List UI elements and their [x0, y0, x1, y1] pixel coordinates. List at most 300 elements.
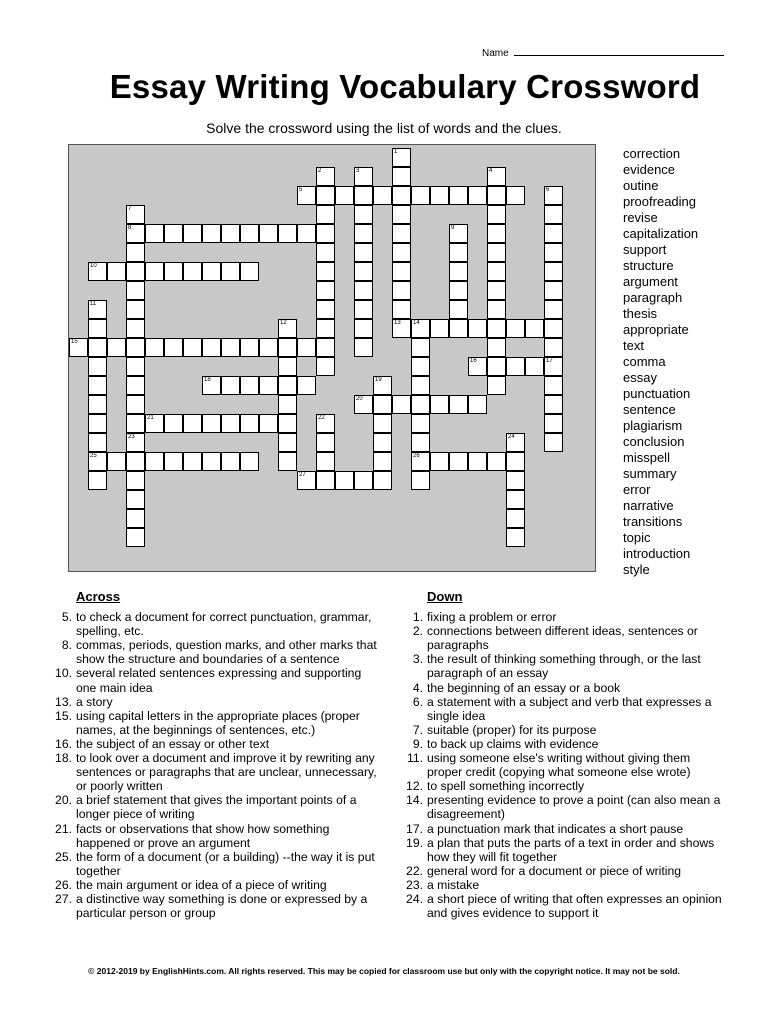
grid-cell[interactable] — [126, 262, 145, 281]
clue-down — [403, 892, 723, 920]
clue-text: a plan that puts the parts of a text in order and shows how they will fit together — [427, 835, 715, 864]
clue-down — [403, 751, 723, 779]
grid-cell[interactable] — [259, 414, 278, 433]
grid-cell[interactable] — [316, 243, 335, 262]
clue-number: 6. — [412, 694, 423, 709]
grid-cell[interactable] — [316, 357, 335, 376]
clue-down — [403, 836, 723, 864]
grid-cell[interactable] — [259, 376, 278, 395]
clue-text: the form of a document (or a building) --the way it is put together — [76, 849, 375, 878]
grid-cell[interactable] — [126, 205, 145, 224]
word-bank-item: argument — [623, 274, 678, 289]
grid-cell[interactable] — [297, 186, 316, 205]
grid-cell[interactable] — [449, 395, 468, 414]
clue-number: 15. — [55, 708, 72, 723]
grid-cell[interactable] — [240, 452, 259, 471]
grid-cell[interactable] — [88, 300, 107, 319]
grid-cell[interactable] — [487, 281, 506, 300]
grid-cell[interactable] — [449, 186, 468, 205]
grid-cell[interactable] — [278, 395, 297, 414]
grid-number: 2 — [318, 168, 322, 174]
grid-cell[interactable] — [278, 338, 297, 357]
grid-number: 25 — [90, 453, 97, 459]
grid-cell[interactable] — [316, 167, 335, 186]
grid-cell[interactable] — [449, 262, 468, 281]
grid-cell[interactable] — [544, 243, 563, 262]
clue-across — [52, 751, 377, 793]
name-input-line[interactable] — [514, 46, 724, 56]
grid-cell[interactable] — [411, 433, 430, 452]
grid-cell[interactable] — [240, 376, 259, 395]
grid-cell[interactable] — [544, 205, 563, 224]
clue-down — [403, 864, 723, 878]
grid-number: 26 — [413, 453, 420, 459]
grid-cell[interactable] — [88, 338, 107, 357]
grid-cell[interactable] — [183, 452, 202, 471]
clue-down — [403, 681, 723, 695]
grid-cell[interactable] — [373, 395, 392, 414]
grid-cell[interactable] — [278, 414, 297, 433]
grid-cell[interactable] — [468, 319, 487, 338]
grid-cell[interactable] — [278, 376, 297, 395]
grid-cell[interactable] — [354, 281, 373, 300]
grid-cell[interactable] — [183, 262, 202, 281]
clue-text: facts or observations that show how something happened or prove an argument — [76, 821, 330, 850]
word-bank-item: appropriate — [623, 322, 689, 337]
grid-cell[interactable] — [221, 338, 240, 357]
clue-number: 4. — [412, 680, 423, 695]
word-bank-item: paragraph — [623, 290, 683, 305]
grid-cell[interactable] — [335, 471, 354, 490]
grid-cell[interactable] — [487, 357, 506, 376]
grid-cell[interactable] — [544, 281, 563, 300]
clue-text: using capital letters in the appropriate places (proper names, at the beginnings of sentences, etc.) — [76, 708, 360, 737]
clue-text: presenting evidence to prove a point (can also mean a disagreement) — [427, 793, 721, 822]
clue-text: commas, periods, question marks, and other marks that show the structure and boundaries of a sentence — [76, 638, 377, 667]
grid-cell[interactable] — [392, 167, 411, 186]
grid-cell[interactable] — [88, 395, 107, 414]
grid-cell[interactable] — [316, 281, 335, 300]
grid-cell[interactable] — [392, 319, 411, 338]
grid-cell[interactable] — [126, 452, 145, 471]
clue-text: to spell something incorrectly — [427, 779, 585, 794]
clue-down — [403, 624, 723, 652]
grid-cell[interactable] — [411, 376, 430, 395]
grid-cell[interactable] — [373, 452, 392, 471]
grid-cell[interactable] — [544, 319, 563, 338]
grid-cell[interactable] — [449, 224, 468, 243]
clue-across — [52, 737, 377, 751]
clue-text: a brief statement that gives the important points of a longer piece of writing — [76, 793, 357, 822]
clue-across — [52, 892, 377, 920]
name-line — [482, 46, 724, 59]
grid-number: 17 — [546, 358, 553, 364]
grid-cell[interactable] — [297, 338, 316, 357]
grid-cell[interactable] — [202, 452, 221, 471]
clue-number: 14. — [406, 793, 423, 808]
grid-cell[interactable] — [487, 262, 506, 281]
grid-cell[interactable] — [202, 262, 221, 281]
grid-cell[interactable] — [145, 262, 164, 281]
grid-cell[interactable] — [126, 224, 145, 243]
grid-cell[interactable] — [145, 414, 164, 433]
grid-cell[interactable] — [107, 262, 126, 281]
clue-number: 20. — [55, 793, 72, 808]
grid-cell[interactable] — [316, 452, 335, 471]
word-bank — [623, 146, 698, 578]
grid-cell[interactable] — [487, 167, 506, 186]
clue-number: 3. — [412, 652, 423, 667]
word-bank-item: misspell — [623, 450, 670, 465]
grid-cell[interactable] — [316, 224, 335, 243]
clue-text: the result of thinking something through, or the last paragraph of an essay — [427, 652, 701, 681]
grid-cell[interactable] — [88, 262, 107, 281]
grid-cell[interactable] — [278, 224, 297, 243]
grid-cell[interactable] — [354, 319, 373, 338]
grid-cell[interactable] — [88, 376, 107, 395]
word-bank-item: essay — [623, 370, 657, 385]
grid-cell[interactable] — [411, 395, 430, 414]
grid-cell[interactable] — [278, 319, 297, 338]
grid-cell[interactable] — [126, 376, 145, 395]
clue-text: the main argument or idea of a piece of writing — [76, 877, 327, 892]
clue-down — [403, 793, 723, 821]
grid-cell[interactable] — [145, 338, 164, 357]
grid-cell[interactable] — [354, 224, 373, 243]
grid-cell[interactable] — [487, 376, 506, 395]
clue-down — [403, 695, 723, 723]
word-bank-item: comma — [623, 354, 666, 369]
grid-cell[interactable] — [126, 528, 145, 547]
grid-cell[interactable] — [240, 262, 259, 281]
grid-cell[interactable] — [221, 262, 240, 281]
grid-cell[interactable] — [544, 357, 563, 376]
down-clues — [403, 590, 723, 920]
grid-cell[interactable] — [373, 433, 392, 452]
grid-cell[interactable] — [430, 186, 449, 205]
grid-cell[interactable] — [506, 319, 525, 338]
word-bank-item: evidence — [623, 162, 676, 177]
grid-cell[interactable] — [126, 281, 145, 300]
grid-cell[interactable] — [506, 471, 525, 490]
grid-cell[interactable] — [88, 452, 107, 471]
grid-cell[interactable] — [297, 471, 316, 490]
grid-cell[interactable] — [183, 224, 202, 243]
grid-cell[interactable] — [373, 471, 392, 490]
grid-cell[interactable] — [259, 338, 278, 357]
grid-cell[interactable] — [449, 281, 468, 300]
grid-number: 16 — [470, 358, 477, 364]
grid-cell[interactable] — [202, 224, 221, 243]
grid-cell[interactable] — [354, 167, 373, 186]
grid-cell[interactable] — [164, 452, 183, 471]
grid-cell[interactable] — [392, 186, 411, 205]
word-bank-item: conclusion — [623, 434, 685, 449]
grid-cell[interactable] — [468, 186, 487, 205]
grid-cell[interactable] — [411, 414, 430, 433]
grid-cell[interactable] — [487, 338, 506, 357]
clue-text: the subject of an essay or other text — [76, 736, 270, 751]
grid-number: 10 — [90, 263, 97, 269]
grid-cell[interactable] — [145, 452, 164, 471]
across-heading: Across — [76, 589, 121, 604]
page-subtitle: Solve the crossword using the list of words and the clues. — [206, 120, 562, 136]
grid-cell[interactable] — [392, 243, 411, 262]
clue-number: 10. — [55, 666, 72, 681]
grid-number: 21 — [147, 415, 154, 421]
grid-cell[interactable] — [468, 357, 487, 376]
clue-number: 8. — [61, 638, 72, 653]
grid-number: 12 — [280, 320, 287, 326]
grid-cell[interactable] — [354, 205, 373, 224]
word-bank-item: plagiarism — [623, 418, 683, 433]
grid-cell[interactable] — [316, 300, 335, 319]
grid-cell[interactable] — [544, 300, 563, 319]
grid-number: 27 — [299, 472, 306, 478]
clue-number: 23. — [406, 877, 423, 892]
grid-cell[interactable] — [506, 490, 525, 509]
grid-cell[interactable] — [468, 395, 487, 414]
grid-cell[interactable] — [278, 357, 297, 376]
clue-across — [52, 709, 377, 737]
clue-text: fixing a problem or error — [427, 610, 557, 625]
grid-cell[interactable] — [354, 338, 373, 357]
grid-cell[interactable] — [88, 433, 107, 452]
grid-cell[interactable] — [449, 319, 468, 338]
grid-cell[interactable] — [202, 414, 221, 433]
grid-cell[interactable] — [544, 262, 563, 281]
grid-cell[interactable] — [544, 186, 563, 205]
grid-cell[interactable] — [164, 262, 183, 281]
grid-cell[interactable] — [183, 338, 202, 357]
grid-cell[interactable] — [88, 414, 107, 433]
grid-cell[interactable] — [88, 319, 107, 338]
grid-cell[interactable] — [126, 433, 145, 452]
page-title: Essay Writing Vocabulary Crossword — [109, 68, 701, 105]
grid-cell[interactable] — [316, 471, 335, 490]
clue-across — [52, 610, 377, 638]
grid-cell[interactable] — [411, 186, 430, 205]
grid-cell[interactable] — [373, 186, 392, 205]
grid-cell[interactable] — [525, 319, 544, 338]
grid-cell[interactable] — [411, 319, 430, 338]
clue-text: a punctuation mark that indicates a short pause — [427, 821, 684, 836]
grid-cell[interactable] — [202, 376, 221, 395]
grid-cell[interactable] — [316, 319, 335, 338]
grid-cell[interactable] — [354, 243, 373, 262]
grid-cell[interactable] — [316, 262, 335, 281]
grid-cell[interactable] — [354, 471, 373, 490]
grid-number: 9 — [451, 225, 455, 231]
word-bank-item: capitalization — [623, 226, 699, 241]
grid-cell[interactable] — [126, 490, 145, 509]
grid-cell[interactable] — [449, 452, 468, 471]
grid-cell[interactable] — [316, 205, 335, 224]
grid-cell[interactable] — [506, 528, 525, 547]
grid-cell[interactable] — [316, 338, 335, 357]
grid-cell[interactable] — [259, 224, 278, 243]
across-clues — [52, 590, 377, 920]
grid-cell[interactable] — [316, 433, 335, 452]
grid-number: 1 — [394, 149, 398, 155]
grid-cell[interactable] — [449, 243, 468, 262]
clue-number: 18. — [55, 751, 72, 766]
grid-cell[interactable] — [335, 186, 354, 205]
grid-cell[interactable] — [126, 414, 145, 433]
grid-cell[interactable] — [506, 452, 525, 471]
clue-across — [52, 878, 377, 892]
grid-cell[interactable] — [487, 452, 506, 471]
grid-cell[interactable] — [126, 243, 145, 262]
clue-text: suitable (proper) for its purpose — [427, 722, 597, 737]
grid-cell[interactable] — [278, 452, 297, 471]
grid-cell[interactable] — [487, 243, 506, 262]
clue-number: 12. — [406, 779, 423, 794]
grid-cell[interactable] — [449, 300, 468, 319]
clue-text: the beginning of an essay or a book — [427, 680, 621, 695]
clue-number: 17. — [406, 821, 423, 836]
grid-cell[interactable] — [544, 376, 563, 395]
clue-number: 7. — [412, 722, 423, 737]
grid-cell[interactable] — [240, 338, 259, 357]
clue-text: a short piece of writing that often expresses an opinion and gives evidence to support it — [427, 891, 722, 921]
grid-number: 15 — [71, 339, 78, 345]
grid-cell[interactable] — [506, 186, 525, 205]
grid-cell[interactable] — [297, 224, 316, 243]
grid-cell[interactable] — [392, 205, 411, 224]
grid-cell[interactable] — [392, 395, 411, 414]
grid-cell[interactable] — [316, 186, 335, 205]
grid-cell[interactable] — [107, 452, 126, 471]
grid-cell[interactable] — [430, 452, 449, 471]
grid-cell[interactable] — [354, 300, 373, 319]
grid-cell[interactable] — [164, 414, 183, 433]
clue-text: to back up claims with evidence — [427, 736, 599, 751]
clue-text: several related sentences expressing and supporting one main idea — [76, 666, 362, 695]
grid-cell[interactable] — [373, 376, 392, 395]
word-bank-item: punctuation — [623, 386, 691, 401]
grid-cell[interactable] — [544, 395, 563, 414]
grid-cell[interactable] — [202, 338, 221, 357]
word-bank-item: proofreading — [623, 194, 696, 209]
grid-cell[interactable] — [373, 414, 392, 433]
grid-cell[interactable] — [392, 281, 411, 300]
clue-down — [403, 779, 723, 793]
grid-cell[interactable] — [126, 319, 145, 338]
grid-cell[interactable] — [107, 338, 126, 357]
clue-down — [403, 737, 723, 751]
clue-text: to look over a document and improve it by rewriting any sentences or paragraphs that are unclear, unnecessary, or poorly written — [76, 751, 377, 794]
copyright-footer: © 2012-2019 by EnglishHints.com. All rights reserved. This may be copied for classroom use but only with the copyright notice. It may not be sold. — [88, 966, 680, 976]
grid-cell[interactable] — [88, 357, 107, 376]
grid-cell[interactable] — [506, 357, 525, 376]
grid-number: 23 — [128, 434, 135, 440]
grid-cell[interactable] — [544, 414, 563, 433]
clue-text: a distinctive way something is done or expressed by a particular person or group — [76, 891, 368, 921]
grid-cell[interactable] — [278, 433, 297, 452]
grid-cell[interactable] — [392, 262, 411, 281]
grid-cell[interactable] — [126, 338, 145, 357]
clue-number: 13. — [55, 694, 72, 709]
grid-cell[interactable] — [221, 414, 240, 433]
clue-down — [403, 822, 723, 836]
clue-number: 16. — [55, 736, 72, 751]
grid-cell[interactable] — [183, 414, 202, 433]
grid-cell[interactable] — [126, 509, 145, 528]
clue-down — [403, 878, 723, 892]
grid-cell[interactable] — [221, 452, 240, 471]
clue-text: to check a document for correct punctuation, grammar, spelling, etc. — [76, 610, 372, 639]
grid-cell[interactable] — [297, 376, 316, 395]
clue-number: 11. — [406, 751, 423, 766]
grid-cell[interactable] — [126, 357, 145, 376]
clue-number: 24. — [406, 891, 423, 906]
word-bank-item: support — [623, 242, 667, 257]
grid-cell[interactable] — [354, 262, 373, 281]
grid-cell[interactable] — [164, 338, 183, 357]
grid-cell[interactable] — [544, 433, 563, 452]
grid-cell[interactable] — [411, 357, 430, 376]
clue-across — [52, 638, 377, 666]
grid-cell[interactable] — [506, 509, 525, 528]
grid-cell[interactable] — [411, 452, 430, 471]
grid-cell[interactable] — [392, 148, 411, 167]
grid-cell[interactable] — [487, 186, 506, 205]
word-bank-item: transitions — [623, 514, 683, 529]
grid-cell[interactable] — [487, 205, 506, 224]
grid-cell[interactable] — [240, 414, 259, 433]
grid-number: 11 — [90, 301, 97, 307]
grid-cell[interactable] — [544, 338, 563, 357]
clue-text: a story — [76, 694, 113, 709]
clue-across — [52, 850, 377, 878]
grid-number: 7 — [128, 206, 132, 212]
grid-cell[interactable] — [392, 300, 411, 319]
grid-number: 14 — [413, 320, 420, 326]
grid-cell[interactable] — [392, 224, 411, 243]
grid-cell[interactable] — [164, 224, 183, 243]
grid-cell[interactable] — [145, 224, 164, 243]
grid-number: 5 — [299, 187, 303, 193]
grid-cell[interactable] — [544, 224, 563, 243]
clue-down — [403, 652, 723, 680]
grid-cell[interactable] — [430, 395, 449, 414]
grid-cell[interactable] — [354, 395, 373, 414]
grid-cell[interactable] — [69, 338, 88, 357]
grid-cell[interactable] — [221, 224, 240, 243]
grid-cell[interactable] — [126, 395, 145, 414]
grid-cell[interactable] — [411, 338, 430, 357]
grid-cell[interactable] — [354, 186, 373, 205]
grid-cell[interactable] — [240, 224, 259, 243]
word-bank-item: error — [623, 482, 651, 497]
grid-cell[interactable] — [221, 376, 240, 395]
grid-cell[interactable] — [126, 471, 145, 490]
grid-cell[interactable] — [506, 433, 525, 452]
grid-cell[interactable] — [468, 452, 487, 471]
grid-cell[interactable] — [126, 300, 145, 319]
grid-cell[interactable] — [411, 471, 430, 490]
grid-cell[interactable] — [487, 300, 506, 319]
grid-cell[interactable] — [88, 471, 107, 490]
grid-number: 24 — [508, 434, 515, 440]
grid-cell[interactable] — [487, 224, 506, 243]
grid-cell[interactable] — [487, 319, 506, 338]
grid-cell[interactable] — [430, 319, 449, 338]
grid-cell[interactable] — [525, 357, 544, 376]
clue-text: a mistake — [427, 877, 480, 892]
grid-cell[interactable] — [316, 414, 335, 433]
